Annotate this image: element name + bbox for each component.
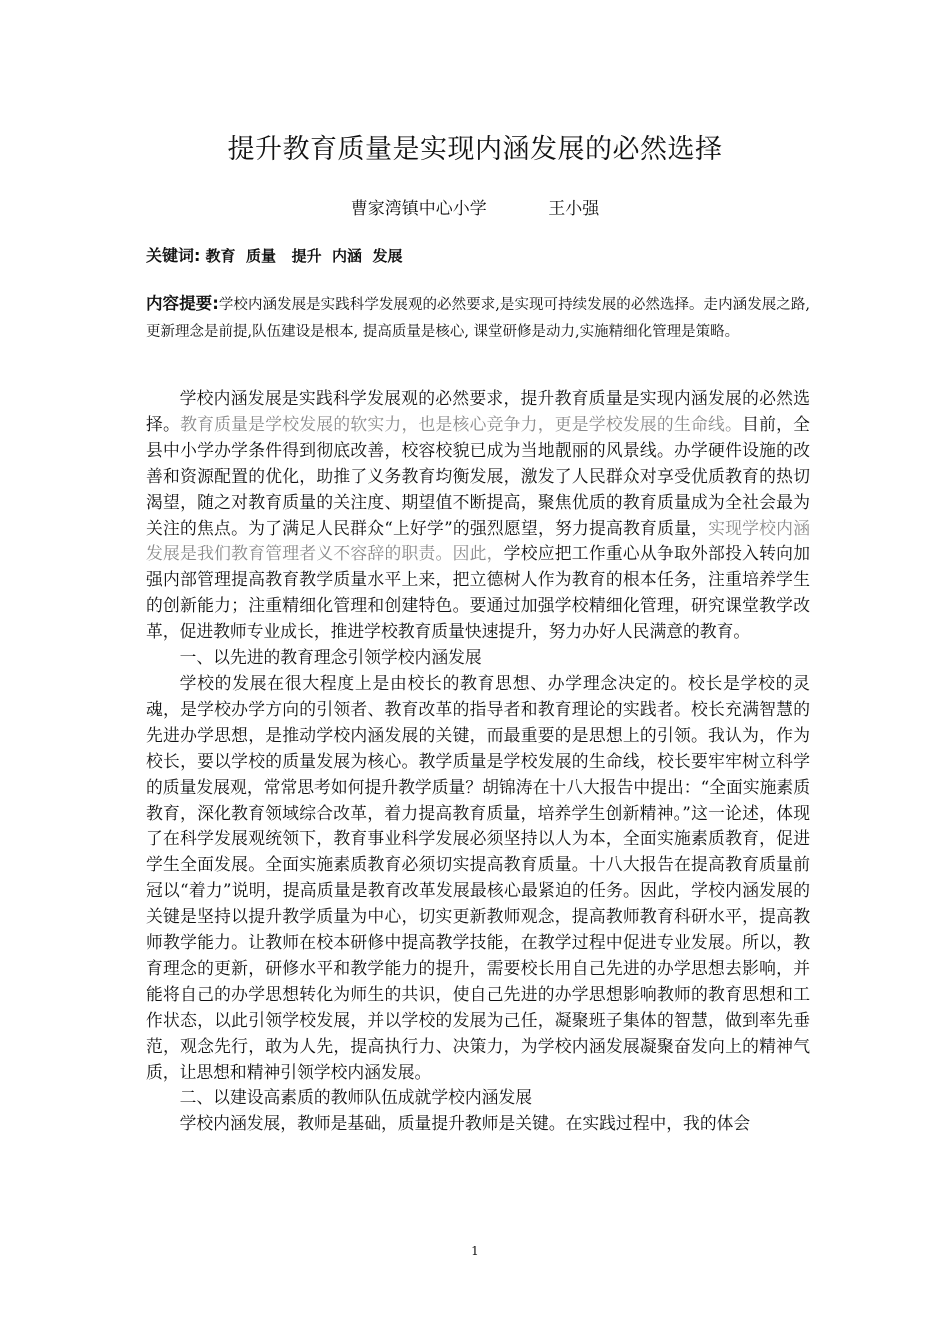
paragraph-intro (146, 386, 810, 645)
paragraph-section-2: 学校内涵发展，教师是基础，质量提升教师是关键。在实践过程中，我的体会 (179, 1113, 751, 1134)
abstract (146, 290, 810, 346)
paragraph-intro-muted-1: 教育质量是学校发展的软实力，也是核心竞争力，更是学校发展的生命线。 (180, 413, 743, 434)
keywords-line (146, 244, 806, 268)
keywords-label: 关键词: (146, 246, 201, 265)
paragraph-intro-part-3: 学校应把工作重心从争取外部投入转向加强内部管理提高教育教学质量水平上来，把立德树人作为教育的根本任务，注重培养学生的创新能力；注重精细化管理和创建特色。要通过加强学校精细化管理，研究课堂教学改革，促进教师专业成长，推进学校教育质量快速提升，努力办好人民满意的教育。 (146, 543, 810, 642)
document-title: 提升教育质量是实现内涵发展的必然选择 (227, 134, 723, 165)
abstract-label: 内容提要: (146, 294, 219, 313)
paragraph-section-1: 学校的发展在很大程度上是由校长的教育思想、办学理念决定的。校长是学校的灵魂，是学校办学方向的引领者、教育改革的指导者和教育理论的实践者。校长充满智慧的先进办学思想，是推动学校内涵发展的关键，而最重要的是思想上的引领。我认为，作为校长，要以学校的质量发展为核心。教学质量是学校发展的生命线，校长要牢牢树立科学的质量发展观，常常思考如何提升教学质量？胡锦涛在十八大报告中提出：“全面实施素质教育，深化教育领域综合改革，着力提高教育质量，培养学生创新精神。”这一论述，体现了在科学发展观统领下，教育事业科学发展必须坚持以人为本，全面实施素质教育，促进学生全面发展。全面实施素质教育必须切实提高教育质量。十八大报告在提高教育质量前冠以“着力”说明，提高质量是教育改革发展最核心最紧迫的任务。因此，学校内涵发展的关键是坚持以提升教学质量为中心，切实更新教师观念，提高教师教育科研水平，提高教师教学能力。让教师在校本研修中提高教学技能，在教学过程中促进专业发展。所以，教育理念的更新，研修水平和教学能力的提升，需要校长用自己先进的办学思想去影响，并能将自己的办学思想转化为师生的共识，使自己先进的办学思想影响教师的教育思想和工作状态，以此引领学校发展，并以学校的发展为己任，凝聚班子集体的智慧，做到率先垂范，观念先行，敢为人先，提高执行力、决策力，为学校内涵发展凝聚奋发向上的精神气质，让思想和精神引领学校内涵发展。 (146, 672, 810, 1082)
section-heading-1: 一、以先进的教育理念引领学校内涵发展 (179, 647, 482, 668)
paragraph-intro-part-2: 目前，全县中小学办学条件得到彻底改善，校容校貌已成为当地靓丽的风景线。办学硬件设施的改善和资源配置的优化，助推了义务教育均衡发展，激发了人民群众对享受优质教育的热切渴望，随之对教育质量的关注度、期望值不断提高，聚焦优质的教育质量成为全社会最为关注的焦点。为了满足人民群众“上好学”的强烈愿望，努力提高教育质量， (146, 413, 810, 538)
author-line (0, 197, 950, 221)
section-heading-2: 二、以建设高素质的教师队伍成就学校内涵发展 (179, 1087, 533, 1108)
paragraph-intro-muted-2: 实现学校内涵发展是我们教育管理者义不容辞的职责。因此， (146, 517, 810, 564)
author-name: 王小强 (548, 199, 600, 219)
school-name: 曹家湾镇中心小学 (350, 199, 487, 219)
abstract-text: 学校内涵发展是实践科学发展观的必然要求,是实现可持续发展的必然选择。走内涵发展之路,更新理念是前提,队伍建设是根本, 提高质量是核心, 课堂研修是动力,实施精细化管理是策略。 (146, 297, 810, 340)
page-number: 1 (471, 1244, 479, 1258)
paragraph-intro-part-1: 学校内涵发展是实践科学发展观的必然要求，提升教育质量是实现内涵发展的必然选择。 (146, 388, 810, 434)
keywords-text: 教育 质量 提升 内涵 发展 (205, 247, 403, 265)
article-body (146, 386, 810, 1137)
